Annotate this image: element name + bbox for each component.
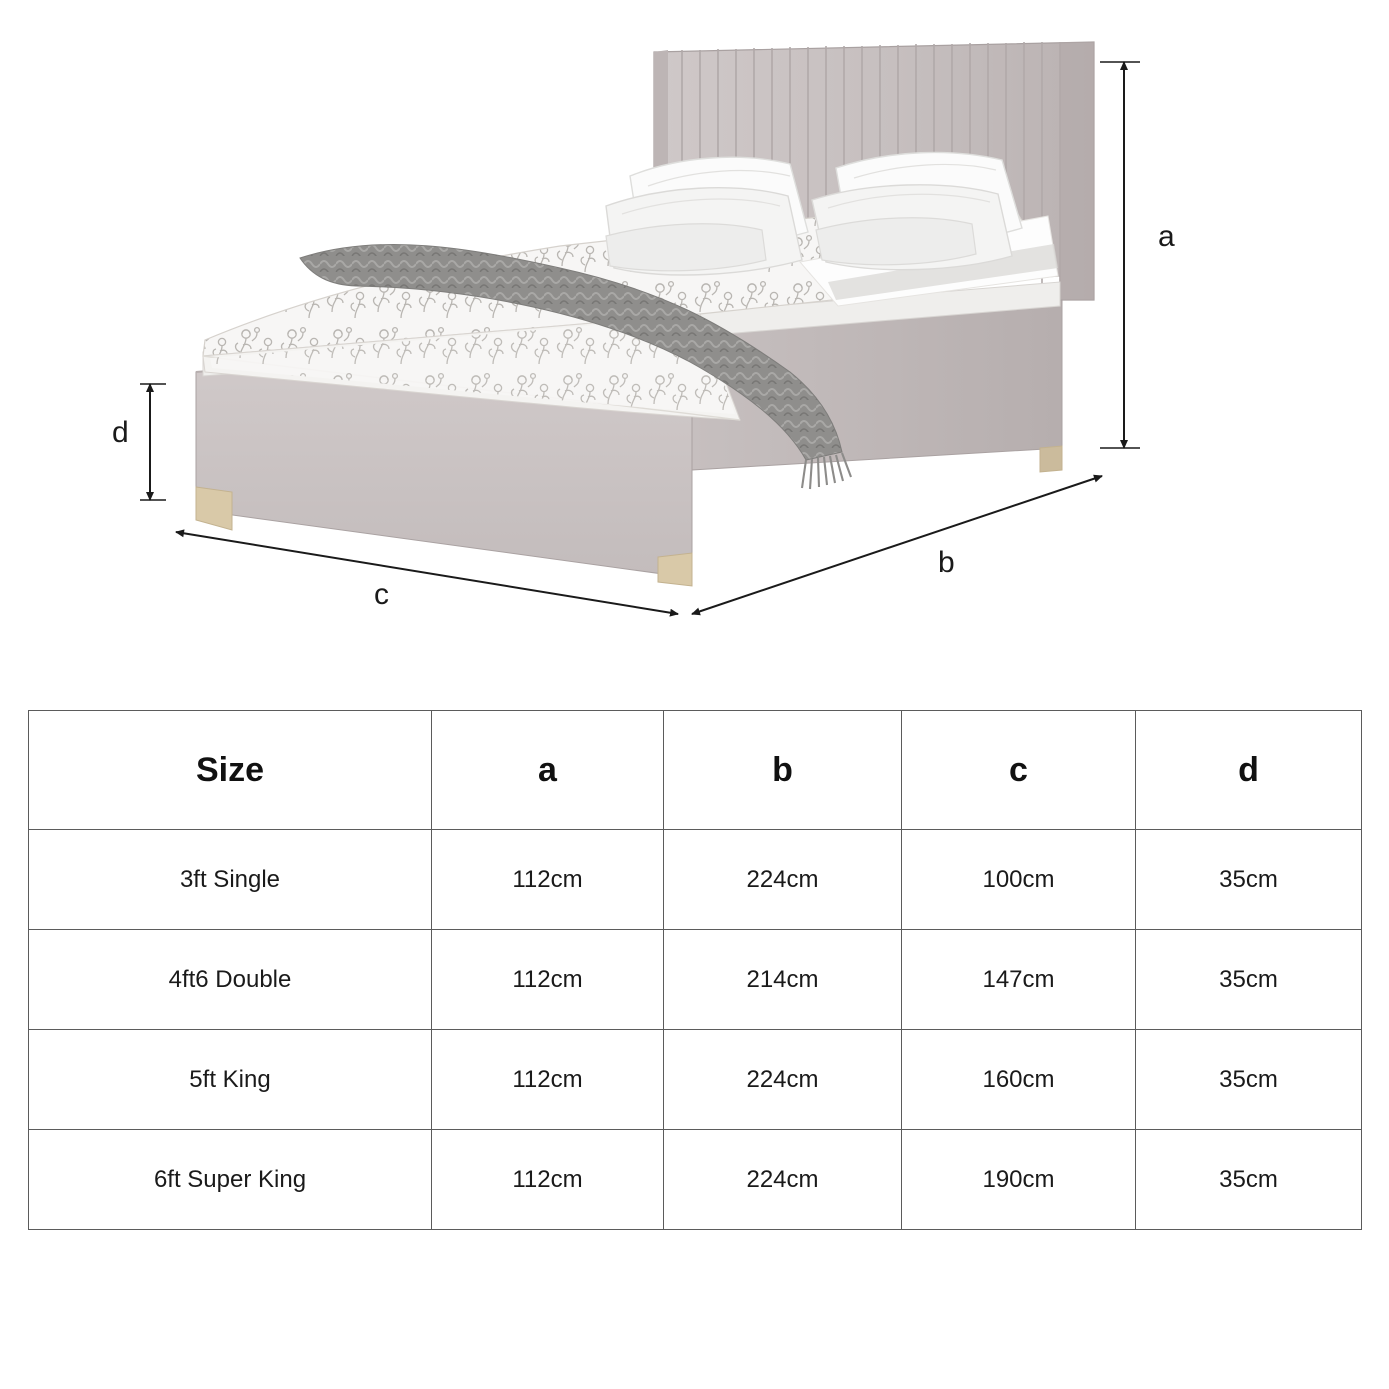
column-header-c: c	[902, 711, 1136, 830]
cell-d: 35cm	[1136, 830, 1362, 930]
size-table-container	[28, 710, 1361, 1230]
cell-a: 112cm	[432, 930, 664, 1030]
cell-d: 35cm	[1136, 1130, 1362, 1230]
cell-a: 112cm	[432, 1130, 664, 1230]
cell-d: 35cm	[1136, 1030, 1362, 1130]
cell-c: 147cm	[902, 930, 1136, 1030]
size-table	[28, 710, 1362, 1230]
table-row	[29, 830, 1362, 930]
cell-b: 224cm	[664, 1130, 902, 1230]
dimension-label-d: d	[112, 416, 129, 449]
table-row	[29, 1130, 1362, 1230]
cell-b: 224cm	[664, 830, 902, 930]
column-header-d: d	[1136, 711, 1362, 830]
table-row	[29, 930, 1362, 1030]
cell-size: 5ft King	[29, 1030, 432, 1130]
cell-size: 6ft Super King	[29, 1130, 432, 1230]
table-header-row	[29, 711, 1362, 830]
cell-size: 4ft6 Double	[29, 930, 432, 1030]
cell-d: 35cm	[1136, 930, 1362, 1030]
cell-a: 112cm	[432, 1030, 664, 1130]
cell-c: 100cm	[902, 830, 1136, 930]
cell-c: 160cm	[902, 1030, 1136, 1130]
cell-size: 3ft Single	[29, 830, 432, 930]
column-header-a: a	[432, 711, 664, 830]
cell-a: 112cm	[432, 830, 664, 930]
cell-b: 224cm	[664, 1030, 902, 1130]
bed-dimension-diagram	[0, 0, 1389, 680]
column-header-size: Size	[29, 711, 432, 830]
dimension-label-b: b	[938, 546, 955, 579]
dimension-label-a: a	[1158, 220, 1175, 253]
column-header-b: b	[664, 711, 902, 830]
dimension-label-c: c	[374, 578, 389, 611]
table-row	[29, 1030, 1362, 1130]
cell-b: 214cm	[664, 930, 902, 1030]
bed-illustration	[0, 0, 1389, 680]
cell-c: 190cm	[902, 1130, 1136, 1230]
